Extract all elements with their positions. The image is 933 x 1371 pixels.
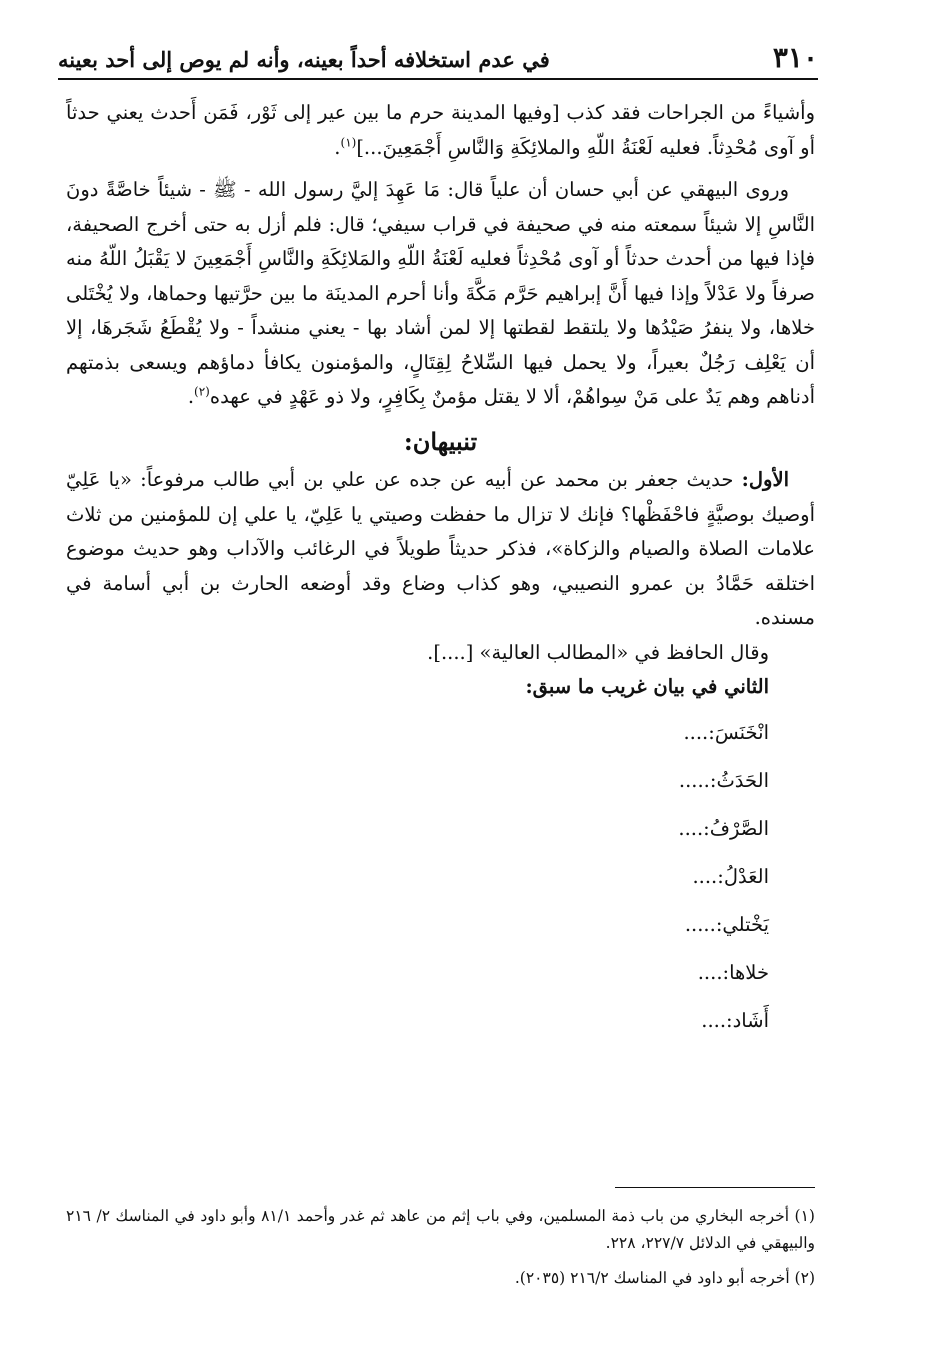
glossary-term: يَخْتلي:..... bbox=[684, 912, 769, 936]
first-notice-label: الأول: bbox=[741, 468, 789, 491]
first-notice-text: حديث جعفر بن محمد عن أبيه عن جده عن علي بن أبي طالب مرفوعاً: «يا عَلِيّ أوصيك بوصيَّةٍ فاحْفَظْها؟ فإنك لا تزال ما حفظت وصيتي يا عَلِيّ، يا علي إن للمؤمنين من ثلاث علامات الصلاة والصيام والزكاة»، فذكر حديثاً طويلاً في الرغائب والآداب وهو حديث موضوع اختلقه حَمَّادُ بن عمرو النصيبي، وهو كذاب وضاع وقد أوضعه الحارث بن أبي أسامة في مسنده. bbox=[66, 468, 815, 629]
paragraph-2-end: . bbox=[187, 385, 195, 408]
glossary-term: خلاها:.... bbox=[697, 960, 769, 984]
second-notice-heading: الثاني في بيان غريب ما سبق: bbox=[525, 675, 769, 698]
footnote-divider bbox=[615, 1187, 815, 1188]
running-title: في عدم استخلافه أحداً بعينه، وأنه لم يوص إلى أحد بعينه bbox=[58, 47, 550, 72]
footnote-ref-1: (١) bbox=[340, 135, 357, 149]
glossary-term: انْخَنَسَ:.... bbox=[683, 720, 769, 744]
footnote-ref-2: (٢) bbox=[194, 384, 210, 399]
page-header bbox=[58, 30, 818, 80]
notices-heading: تنبيهان: bbox=[403, 426, 478, 456]
first-notice bbox=[66, 463, 815, 636]
footnote-2: (٢) أخرجه أبو داود في المناسك ٢١٦/٢ (٢٠٣٥). bbox=[514, 1269, 815, 1287]
glossary-term: العَدْلُ:.... bbox=[692, 864, 769, 888]
glossary-term: الصَّرْفُ:.... bbox=[678, 816, 769, 840]
glossary-term: أَشَاد:.... bbox=[701, 1008, 769, 1032]
glossary-terms bbox=[66, 709, 815, 1045]
footnotes bbox=[66, 1203, 815, 1300]
paragraph-1-end: . bbox=[334, 135, 341, 159]
paragraph-2 bbox=[66, 173, 815, 415]
glossary-term: الحَدَثُ:..... bbox=[678, 768, 769, 792]
main-text bbox=[66, 96, 815, 1045]
paragraph-1-text: وأشياءً من الجراحات فقد كذب [وفيها المدينة حرم ما بين عير إلى ثَوْر، فَمَن أَحدث يعني حدثاً أو آوى مُحْدِثاً. فعليه لَعْنَةُ اللّهِ والملائِكَةِ وَالنَّاسِ أَجْمَعِينَ...] bbox=[66, 101, 815, 159]
footnote-1: (١) أخرجه البخاري من باب ذمة المسلمين، وفي باب إثم من عاهد ثم غدر وأحمد ٨١/١ وأبو داود في المناسك ٢/ ٢١٦ والبيهقي في الدلائل ٢٢٧/٧، ٢٢٨. bbox=[66, 1207, 815, 1252]
page-number: ٣١٠ bbox=[772, 41, 818, 74]
hafiz-line: وقال الحافظ في «المطالب العالية» [....]. bbox=[427, 640, 769, 664]
paragraph-1 bbox=[66, 96, 815, 165]
paragraph-2-text: وروى البيهقي عن أبي حسان أن علياً قال: مَا عَهِدَ إليَّ رسول الله - ﷺ - شيئاً خاصَّةً دونَ النَّاسِ إلا شيئاً سمعته منه في صحيفة في قراب سيفي؛ قال: فلم أزل به حتى أخرج الصحيفة، فإذا فيها من أحدث حدثاً أو آوى مُحْدِثاً فعليه لَعْنَةُ اللّهِ والمَلائِكَةِ والنَّاسِ أَجْمَعِينَ لا يَقْبَلُ اللّهُ منه صرفاً ولا عَدْلاً وإذا فيها أَنَّ إبراهيم حَرَّم مَكَّةَ وأنا أحرم المدينَة ما بين حرَّتيها وحماها، ولا يُخْتَلى خلاها، ولا ينفرُ صَيْدُها ولا يلتقط لقطتها إلا لمن أشاد بها - يعني منشداً - ولا يُقْطَعُ شَجَرهَا، إلا أن يَعْلِف رَجُلٌ بعيراً، ولا يحمل فيها السِّلاحُ لِقِتَالٍ، والمؤمنون يكافأ دماؤهم ويسعى بذمتهم أدناهم وهم يَدٌ على مَنْ سِواهُمْ، ألا لا يقتل مؤمنٌ بِكَافِرٍ، ولا ذو عَهْدٍ في عهده bbox=[66, 178, 815, 408]
